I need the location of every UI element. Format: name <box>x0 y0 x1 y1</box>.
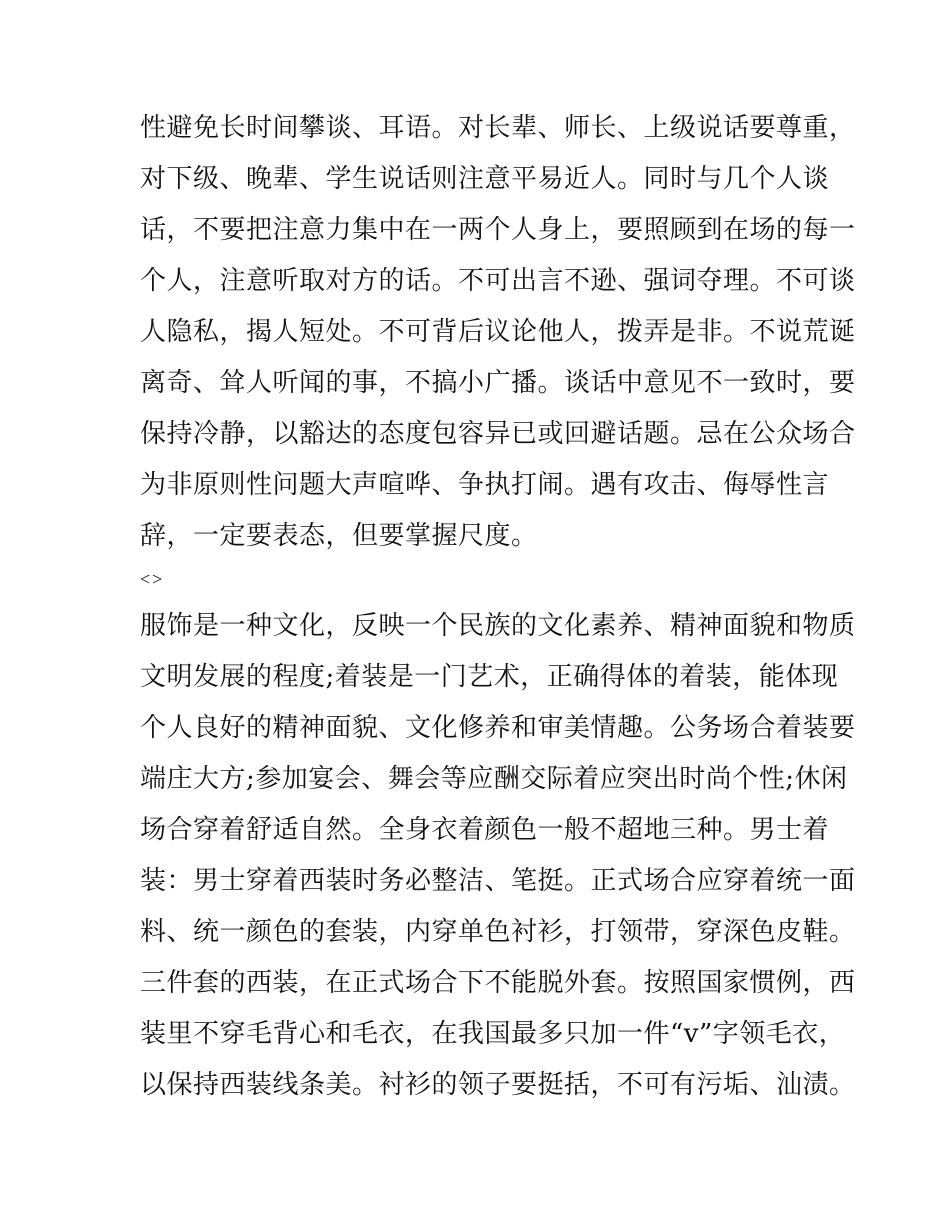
paragraph2-line: 场合穿着舒适自然。全身衣着颜色一般不超地三种。男士着 <box>140 815 830 845</box>
paragraph1-line: 保持冷静，以豁达的态度包容异已或回避话题。忌在公众场合 <box>140 419 856 449</box>
section-separator: <> <box>140 569 165 589</box>
paragraph1-line: 话，不要把注意力集中在一两个人身上，要照顾到在场的每一 <box>140 215 856 245</box>
paragraph2-line: 装：男士穿着西装时务必整洁、笔挺。正式场合应穿着统一面 <box>140 866 856 896</box>
paragraph1-line: 人隐私，揭人短处。不可背后议论他人，拨弄是非。不说荒诞 <box>140 317 856 347</box>
paragraph2-line: 端庄大方;参加宴会、舞会等应酬交际着应突出时尚个性;休闲 <box>140 764 848 794</box>
paragraph1-line: 性避免长时间攀谈、耳语。对长辈、师长、上级说话要尊重， <box>140 113 856 143</box>
paragraph2-line: 文明发展的程度;着装是一门艺术，正确得体的着装，能体现 <box>140 662 839 692</box>
paragraph2-line: 以保持西装线条美。衬衫的领子要挺括，不可有污垢、汕渍。 <box>140 1070 856 1100</box>
paragraph1-line: 辞，一定要表态，但要掌握尺度。 <box>140 521 538 551</box>
paragraph1-line: 离奇、耸人听闻的事，不搞小广播。谈话中意见不一致时，要 <box>140 368 856 398</box>
paragraph1-line: 个人，注意听取对方的话。不可出言不逊、强词夺理。不可谈 <box>140 266 856 296</box>
paragraph1-line: 对下级、晚辈、学生说话则注意平易近人。同时与几个人谈 <box>140 164 830 194</box>
paragraph2-line: 三件套的西装，在正式场合下不能脱外套。按照国家惯例，西 <box>140 968 856 998</box>
paragraph2-line: 装里不穿毛背心和毛衣，在我国最多只加一件“v”字领毛衣， <box>140 1019 846 1049</box>
paragraph2-line: 服饰是一种文化，反映一个民族的文化素养、精神面貌和物质 <box>140 611 856 641</box>
paragraph2-line: 料、统一颜色的套装，内穿单色衬衫，打领带，穿深色皮鞋。 <box>140 917 856 947</box>
paragraph1-line: 为非原则性问题大声喧哗、争执打闹。遇有攻击、侮辱性言 <box>140 470 830 500</box>
paragraph2-line: 个人良好的精神面貌、文化修养和审美情趣。公务场合着装要 <box>140 713 856 743</box>
